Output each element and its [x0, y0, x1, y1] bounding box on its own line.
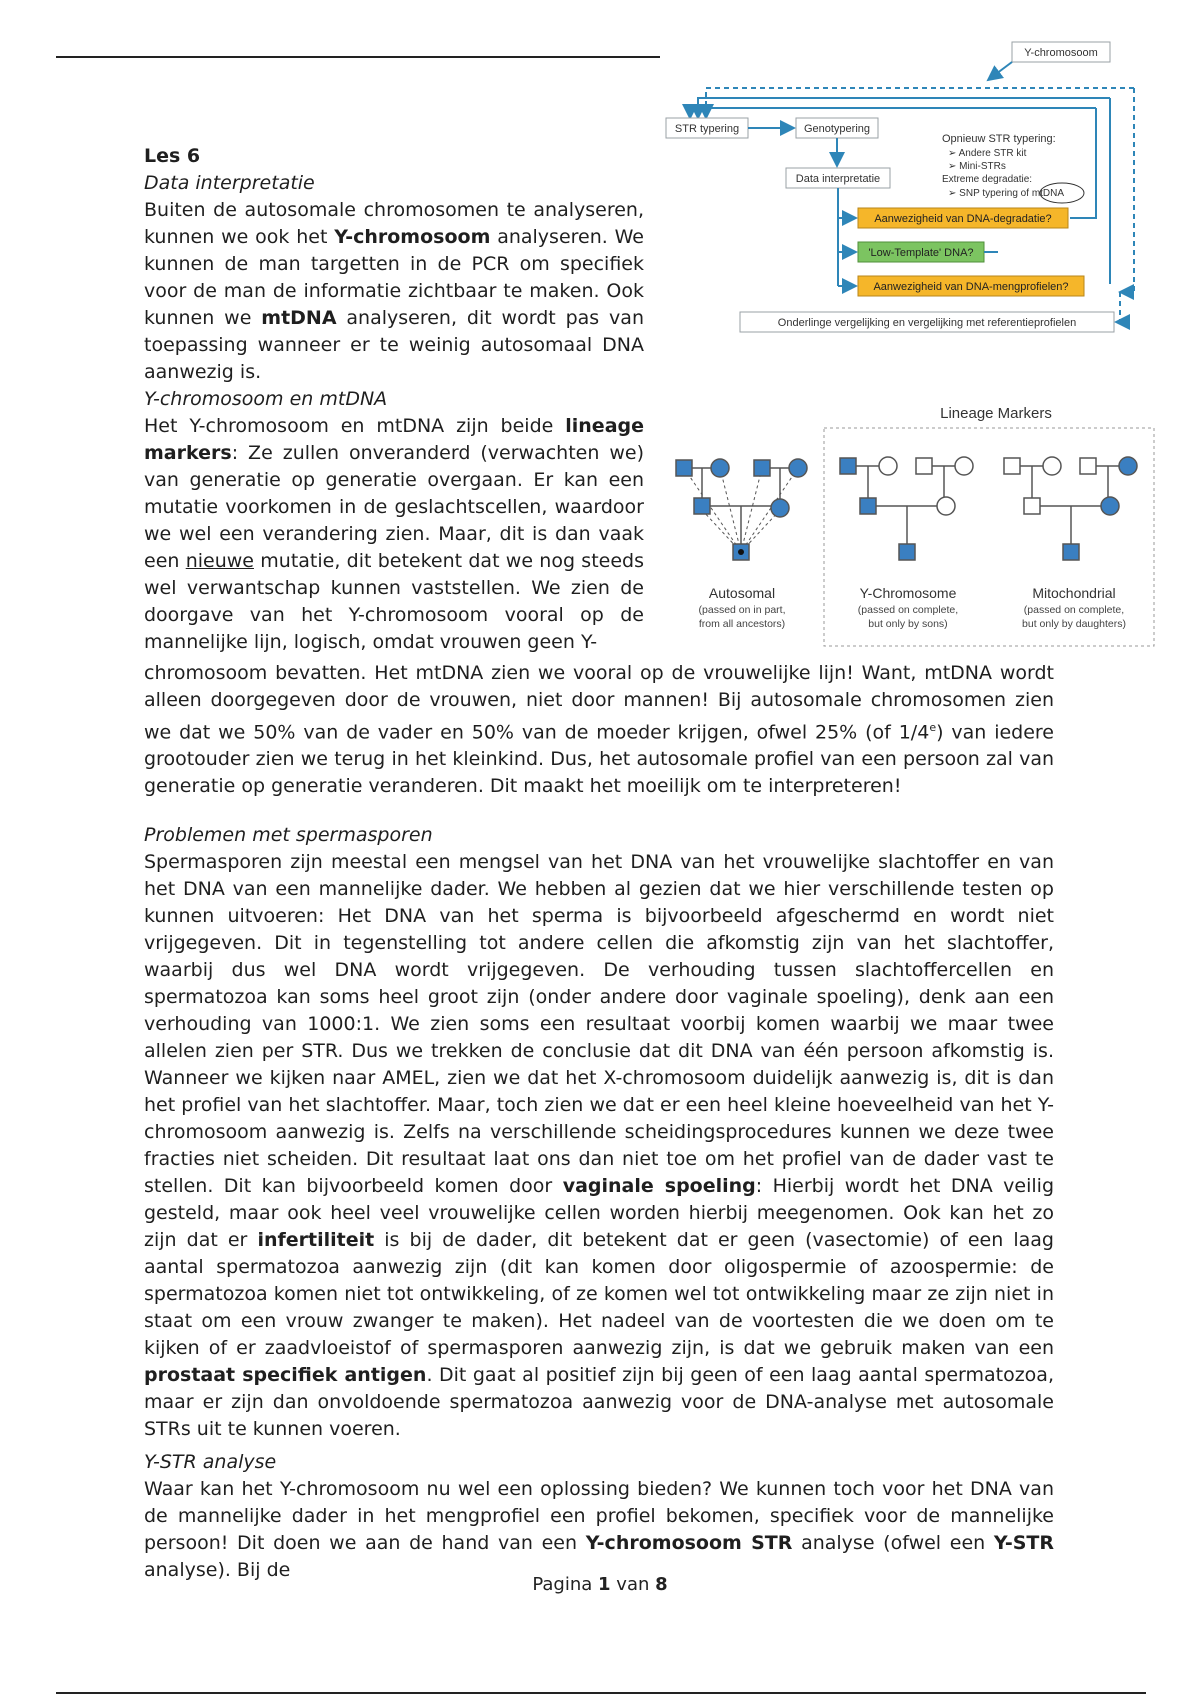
comparison-label: Onderlinge vergelijking en vergelijking met referentieprofielen	[777, 317, 1077, 329]
low-template-question-label: 'Low-Template' DNA?	[868, 247, 974, 259]
y-chromosome-sub-2: but only by sons)	[868, 618, 948, 630]
autosomal-title: Autosomal	[708, 585, 776, 601]
lineage-markers-diagram	[666, 398, 1160, 652]
mitochondrial-pedigree	[1004, 457, 1137, 560]
section-ystr	[144, 1449, 1054, 1584]
extreme-label: Extreme degradatie:	[942, 174, 1033, 185]
page-footer: Pagina 1 van 8	[532, 1574, 668, 1595]
header-rule	[56, 56, 660, 58]
opnieuw-item-1: ➢ Andere STR kit	[948, 148, 1027, 159]
mitochondrial-sub-2: but only by daughters)	[1022, 618, 1126, 630]
section-paragraph-spermasporen: Spermasporen zijn meestal een mengsel van het DNA van het vrouwelijke slachtoffer en van het DNA van een mannelijke dader. We hebben al gezien dat we hier verschillende testen op kunnen uitvoeren: Het DNA van het sperma is bijvoorbeeld afgeschermd en wordt niet vrijgegeven. Dit in tegenstelling tot andere cellen die afkomstig zijn van het slachtoffer, waarbij dus wel DNA wordt vrijgegeven. De verhouding tussen slachtoffercellen en spermatozoa kan soms heel groot zijn (onder andere door vaginale spoeling), denk aan een verhouding van 1000:1. We zien soms een resultaat voorbij komen waarbij we maar twee allelen zien per STR. Dus we trekken de conclusie dat dit DNA van één persoon afkomstig is. Wanneer we kijken naar AMEL, zien we dat het X-chromosoom duidelijk aanwezig is, dit is dan het profiel van het slachtoffer. Maar, toch zien we dat er een heel kleine hoeveelheid van het Y-chromosoom aanwezig is. Zelfs na verschillende scheidingsprocedures kunnen we deze twee fracties niet scheiden. Dit resultaat laat ons dan niet toe om het profiel van de dader vast te stellen. Dit kan bijvoorbeeld komen door vaginale spoeling: Hierbij wordt het DNA veilig gesteld, maar ook heel veel vrouwelijke cellen worden hierbij meegenomen. Ook kan het zo zijn dat er infertiliteit is bij de dader, dit betekent dat er geen (vasectomie) of een laag aantal spermatozoa aanwezig zijn (dit kan komen door oligospermie of azoospermie: de spermatozoa komen niet tot ontwikkeling, of ze komen wel tot ontwikkeling maar ze zijn niet in staat om een vrouw zwanger te maken). Het nadeel van de voortesten die we doen om te kijken of er zaadvloeistof of spermasporen aanwezig zijn, is dat we gebruik maken van een prostaat specifiek antigen. Dit gaat al positief zijn bij geen of een laag aantal spermatozoa, maar er zijn dan onvoldoende spermatozoa aanwezig voor de DNA-analyse met autosomale STRs uit te kunnen voeren.	[144, 851, 1055, 1440]
section-paragraph-y-mtdna-part1: Het Y-chromosoom en mtDNA zijn beide lineage markers: Ze zullen onveranderd (verwachten we) van generatie op generatie overgaan. Er kan een mutatie voorkomen in de geslachtscellen, waardoor we wel een verandering zien. Maar, dit is dan vaak een nieuwe mutatie, dit betekent dat we nog steeds wel verwantschap kunnen vaststellen. We zien de doorgave van het Y-chromosoom vooral op de mannelijke lijn, logisch, omdat vrouwen geen Y-	[144, 415, 644, 653]
opnieuw-title: Opnieuw STR typering:	[942, 133, 1056, 145]
mixture-question-label: Aanwezigheid van DNA-mengprofielen?	[873, 281, 1069, 293]
mitochondrial-sub-1: (passed on complete,	[1023, 604, 1125, 616]
section-paragraph-y-mtdna-part2: chromosoom bevatten. Het mtDNA zien we vooral op de vrouwelijke lijn! Want, mtDNA wordt alleen doorgegeven door de vrouwen, niet door mannen! Bij autosomale chromosomen zien we dat we 50% van de vader en 50% van de moeder krijgen, ofwel 25% (of 1/4e) van iedere grootouder zien we terug in het kleinkind. Dus, het autosomale profiel van een persoon zal van generatie op generatie veranderen. Dit maakt het moeilijk om te interpreteren!	[144, 662, 1054, 798]
str-workflow-diagram	[660, 36, 1150, 346]
mitochondrial-title: Mitochondrial	[1032, 585, 1116, 601]
opnieuw-item-2: ➢ Mini-STRs	[948, 161, 1006, 172]
section-paragraph-ystr: Waar kan het Y-chromosoom nu wel een oplossing bieden? We kunnen toch voor het DNA van de mannelijke dader in het mengprofiel een profiel bekomen, specifiek voor de mannelijke persoon! Dit doen we aan de hand van een Y-chromosoom STR analyse (ofwel een Y-STR analyse). Bij de	[144, 1478, 1055, 1581]
str-typering-label: STR typering	[674, 123, 740, 135]
data-interpretatie-label: Data interpretatie	[795, 173, 881, 185]
y-chromosome-pedigree	[840, 457, 973, 560]
lesson-title: Les 6	[144, 145, 201, 167]
section-heading-spermasporen: Problemen met spermasporen	[144, 824, 433, 846]
autosomal-pedigree	[676, 459, 807, 560]
section-spermasporen	[144, 822, 1054, 1443]
autosomal-sub-2: from all ancestors)	[698, 618, 786, 630]
degradation-question-label: Aanwezigheid van DNA-degradatie?	[874, 213, 1052, 225]
y-chromosome-title: Y-Chromosome	[859, 585, 957, 601]
section-heading-data-interpretatie: Data interpretatie	[144, 172, 315, 194]
autosomal-sub-1: (passed on in part,	[698, 604, 786, 616]
footer-rule	[56, 1692, 1146, 1694]
y-chromosoom-label: Y-chromosoom	[1024, 47, 1098, 59]
section-heading-ystr: Y-STR analyse	[144, 1451, 277, 1473]
lineage-title: Lineage Markers	[940, 405, 1052, 422]
section-paragraph-data-interpretatie: Buiten de autosomale chromosomen te analyseren, kunnen we ook het Y-chromosoom analyseren. We kunnen de man targetten in de PCR om specifiek voor de man de informatie zichtbaar te maken. Ook kunnen we mtDNA analyseren, dit wordt pas van toepassing wanneer er te weinig autosomaal DNA aanwezig is.	[144, 199, 644, 383]
section-intro	[144, 143, 644, 386]
y-chromosome-sub-1: (passed on complete,	[857, 604, 959, 616]
snp-line: ➢ SNP typering of mtDNA	[948, 188, 1065, 199]
genotypering-label: Genotypering	[803, 123, 871, 135]
section-heading-y-mtdna: Y-chromosoom en mtDNA	[144, 388, 388, 410]
section-lineage-top	[144, 386, 644, 656]
